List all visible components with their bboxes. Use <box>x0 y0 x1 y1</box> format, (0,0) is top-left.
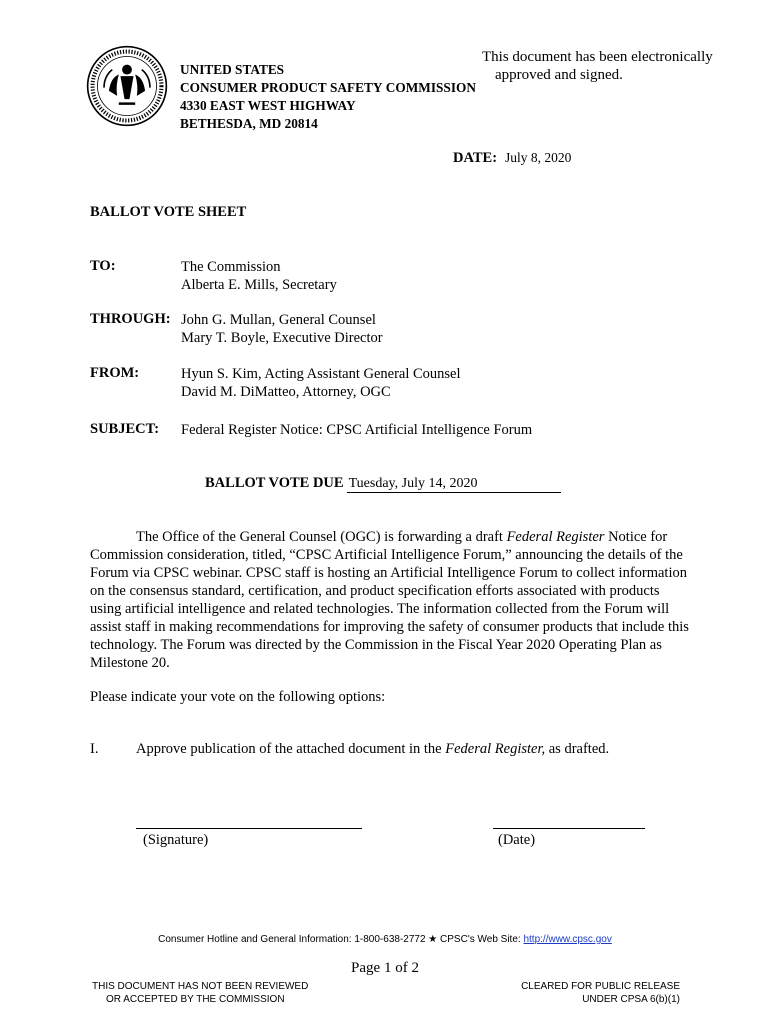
to-line-1: The Commission <box>181 259 281 275</box>
agency-line-1: UNITED STATES <box>180 62 285 77</box>
signature-line[interactable] <box>136 828 362 829</box>
review-disclaimer: THIS DOCUMENT HAS NOT BEEN REVIEWED OR ACCEPTED BY THE COMMISSION <box>92 981 309 1005</box>
agency-address-block <box>180 61 476 133</box>
cpsc-website-link[interactable]: http://www.cpsc.gov <box>523 934 612 945</box>
due-date-value: Tuesday, July 14, 2020 <box>347 476 561 493</box>
agency-line-4: BETHESDA, MD 20814 <box>180 116 318 131</box>
to-label: TO: <box>90 258 116 274</box>
esig-line-2: approved and signed. <box>495 67 623 83</box>
subject-value <box>181 421 532 439</box>
electronic-signature-note <box>482 48 732 84</box>
subject-label: SUBJECT: <box>90 421 160 437</box>
esig-line-1: This document has been electronically <box>482 49 713 65</box>
through-line-1: John G. Mullan, General Counsel <box>181 312 376 328</box>
agency-line-3: 4330 EAST WEST HIGHWAY <box>180 98 356 113</box>
date-signature-line[interactable] <box>493 828 645 829</box>
page-title: BALLOT VOTE SHEET <box>90 204 247 220</box>
body-paragraph: The Office of the General Counsel (OGC) is forwarding a draft Federal Register Notice for Commission consideration, titled, “CPSC Artificial Intelligence Forum,” announcing the details of the Forum via CPSC webinar. CPSC staff is hosting an Artificial Intelligence Forum to collect information on the consensus standard, certification, and product specification efforts associated with products using artificial intelligence and related technologies. The information collected from the Forum will assist staff in making recommendations for improving the safety of consumer products that include this technology. The Forum was directed by the Commission in the Fiscal Year 2020 Operating Plan as Milestone 20. <box>90 529 689 671</box>
through-value <box>181 311 383 347</box>
date-label: DATE: <box>453 150 498 166</box>
subject-line-1: Federal Register Notice: CPSC Artificial Intelligence Forum <box>181 422 533 438</box>
through-line-2: Mary T. Boyle, Executive Director <box>181 330 383 346</box>
date-value: July 8, 2020 <box>505 150 572 165</box>
hotline-info: Consumer Hotline and General Information: 1-800-638-2772 ★ CPSC's Web Site: http://www.cpsc.gov <box>158 934 612 945</box>
agency-line-2: CONSUMER PRODUCT SAFETY COMMISSION <box>180 80 476 95</box>
release-notice: CLEARED FOR PUBLIC RELEASE UNDER CPSA 6(b)(1) <box>521 981 680 1005</box>
to-value <box>181 258 337 294</box>
from-label: FROM: <box>90 365 140 381</box>
vote-prompt: Please indicate your vote on the following options: <box>90 689 386 705</box>
from-value <box>181 365 461 401</box>
document-date <box>453 150 571 167</box>
from-line-1: Hyun S. Kim, Acting Assistant General Counsel <box>181 366 461 382</box>
option-number: I. <box>90 741 99 757</box>
option-text: Approve publication of the attached document in the Federal Register, as drafted. <box>136 741 610 757</box>
due-label: BALLOT VOTE DUE <box>205 475 344 491</box>
signature-label: (Signature) <box>143 832 209 848</box>
page-number: Page 1 of 2 <box>351 960 419 976</box>
to-line-2: Alberta E. Mills, Secretary <box>181 277 337 293</box>
ballot-vote-due <box>205 475 561 493</box>
cpsc-seal-icon <box>86 45 168 127</box>
from-line-2: David M. DiMatteo, Attorney, OGC <box>181 384 391 400</box>
through-label: THROUGH: <box>90 311 171 327</box>
date-signature-label: (Date) <box>498 832 536 848</box>
